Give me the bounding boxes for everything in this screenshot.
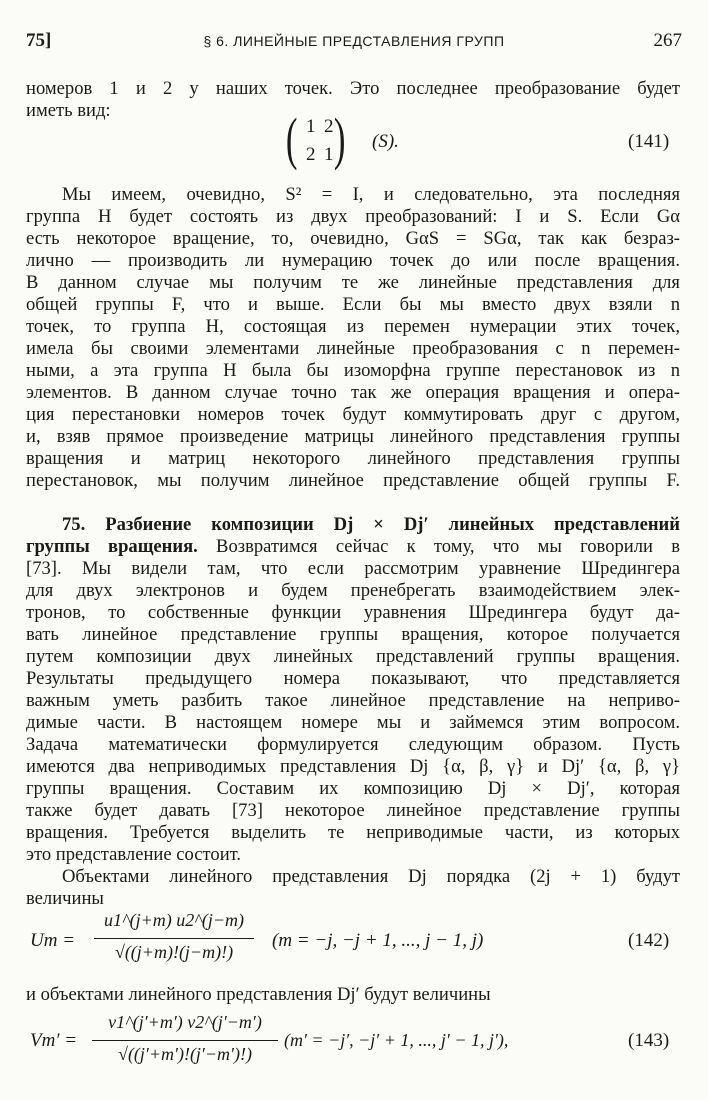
text-line: Мы имеем, очевидно, S² = I, и следовательно, эта последняя [62,184,680,205]
section-number: 75] [26,30,52,51]
text-line: Объектами линейного представления Dj порядка (2j + 1) будут [62,866,680,887]
running-title: § 6. ЛИНЕЙНЫЕ ПРЕДСТАВЛЕНИЯ ГРУПП [203,33,505,49]
equation-number: (142) [628,930,670,951]
text-line: вращения и матриц некоторого линейного представления группы [26,448,680,469]
intro-line: номеров 1 и 2 у наших точек. Это последнее преобразование будет [26,78,680,99]
text-line: имела бы своими элементами линейные преобразования с n перемен- [26,338,680,359]
text-line [26,536,680,558]
running-header [26,30,682,56]
equation-number: (143) [628,1030,670,1051]
text-line: тронов, то собственные функции уравнения Шредингера будут да- [26,602,680,623]
fraction-numerator: v1^(j′+m′) v2^(j′−m′) [108,1012,262,1032]
matrix-cell: 1 [306,116,316,137]
text-line: [73]. Мы видели там, что если рассмотрим уравнение Шредингера [26,558,680,579]
text-line: важным уметь разбить такое линейное представление на неприво- [26,690,680,711]
text-line: и объектами линейного представления Dj′ будут величины [26,984,491,1005]
fraction-bar [92,1040,278,1041]
text-line: путем композиции двух линейных представлений группы вращения. [26,646,680,667]
text-line: ными, а эта группа H была бы изоморфна группе перестановок из n [26,360,680,381]
text-line: есть некоторое вращение, то, очевидно, GαS = SGα, так как безраз- [26,228,680,249]
text-line: перестановок, мы получим линейное представление общей группы F. [26,470,680,491]
text-line: это представление состоит. [26,844,242,865]
matrix-cell: 2 [306,144,316,165]
right-paren: ) [333,106,346,171]
text-line: общей группы F, что и выше. Если бы мы вместо двух взяли n [26,294,680,315]
fraction-denominator: √((j+m)!(j−m)!) [114,942,234,962]
text-line: для двух электронов и будем пренебрегать взаимодействием элек- [26,580,680,601]
equation-range: (m = −j, −j + 1, ..., j − 1, j) [272,930,484,951]
text-line: и, взяв прямое произведение матрицы линейного представления группы [26,426,680,447]
equation-label: (S). [372,131,399,152]
text-line: вать линейное представление группы вращения, которое получается [26,624,680,645]
text-line: элементов. В данном случае точно так же операция вращения и опера- [26,382,680,403]
text-line: лично — производить ли нумерацию точек до или после вращения. [26,250,680,271]
matrix-cell: 2 [324,116,334,137]
equation-lhs: Vm′ = [30,1030,78,1051]
matrix-cell: 1 [324,144,334,165]
page-number: 267 [653,30,682,51]
text-line: группы вращения. Составим их композицию Dj × Dj′, которая [26,778,680,799]
fraction-bar [94,938,254,939]
text-line: вращения. Требуется выделить те неприводимые части, из которых [26,822,680,843]
intro-line: иметь вид: [26,100,111,121]
equation-lhs: Um = [30,930,76,951]
text-line: В данном случае мы получим те же линейные представления для [26,272,680,293]
text-line: ция перестановки номеров точек будут коммутировать друг с другом, [26,404,680,425]
equation-number: (141) [628,131,670,152]
text-fragment: Возвратимся сейчас к тому, что мы говорили в [197,536,680,557]
text-line: имеются два неприводимых представления Dj {α, β, γ} и Dj′ {α, β, γ} [26,756,680,777]
text-line: величины [26,888,104,909]
text-line: Задача математически формулируется следующим образом. Пусть [26,734,680,755]
equation-range: (m′ = −j′, −j′ + 1, ..., j′ − 1, j′), [284,1030,509,1050]
text-line: группа H будет состоять из двух преобразований: I и S. Если Gα [26,206,680,227]
section-heading: 75. Разбиение композиции Dj × Dj′ линейных представлений [62,514,680,535]
text-line: также будет давать [73] некоторое линейное представление группы [26,800,680,821]
left-paren: ( [285,106,298,171]
section-heading-cont: группы вращения. [26,536,198,557]
text-line: димые части. В настоящем номере мы и займемся этим вопросом. [26,712,680,733]
text-line: точек, то группа H, состоящая из перемен нумерации этих точек, [26,316,680,337]
fraction-numerator: u1^(j+m) u2^(j−m) [104,910,244,930]
fraction-denominator: √((j′+m′)!(j′−m′)!) [118,1044,252,1064]
text-line: Результаты предыдущего номера показывают, что представляется [26,668,680,689]
